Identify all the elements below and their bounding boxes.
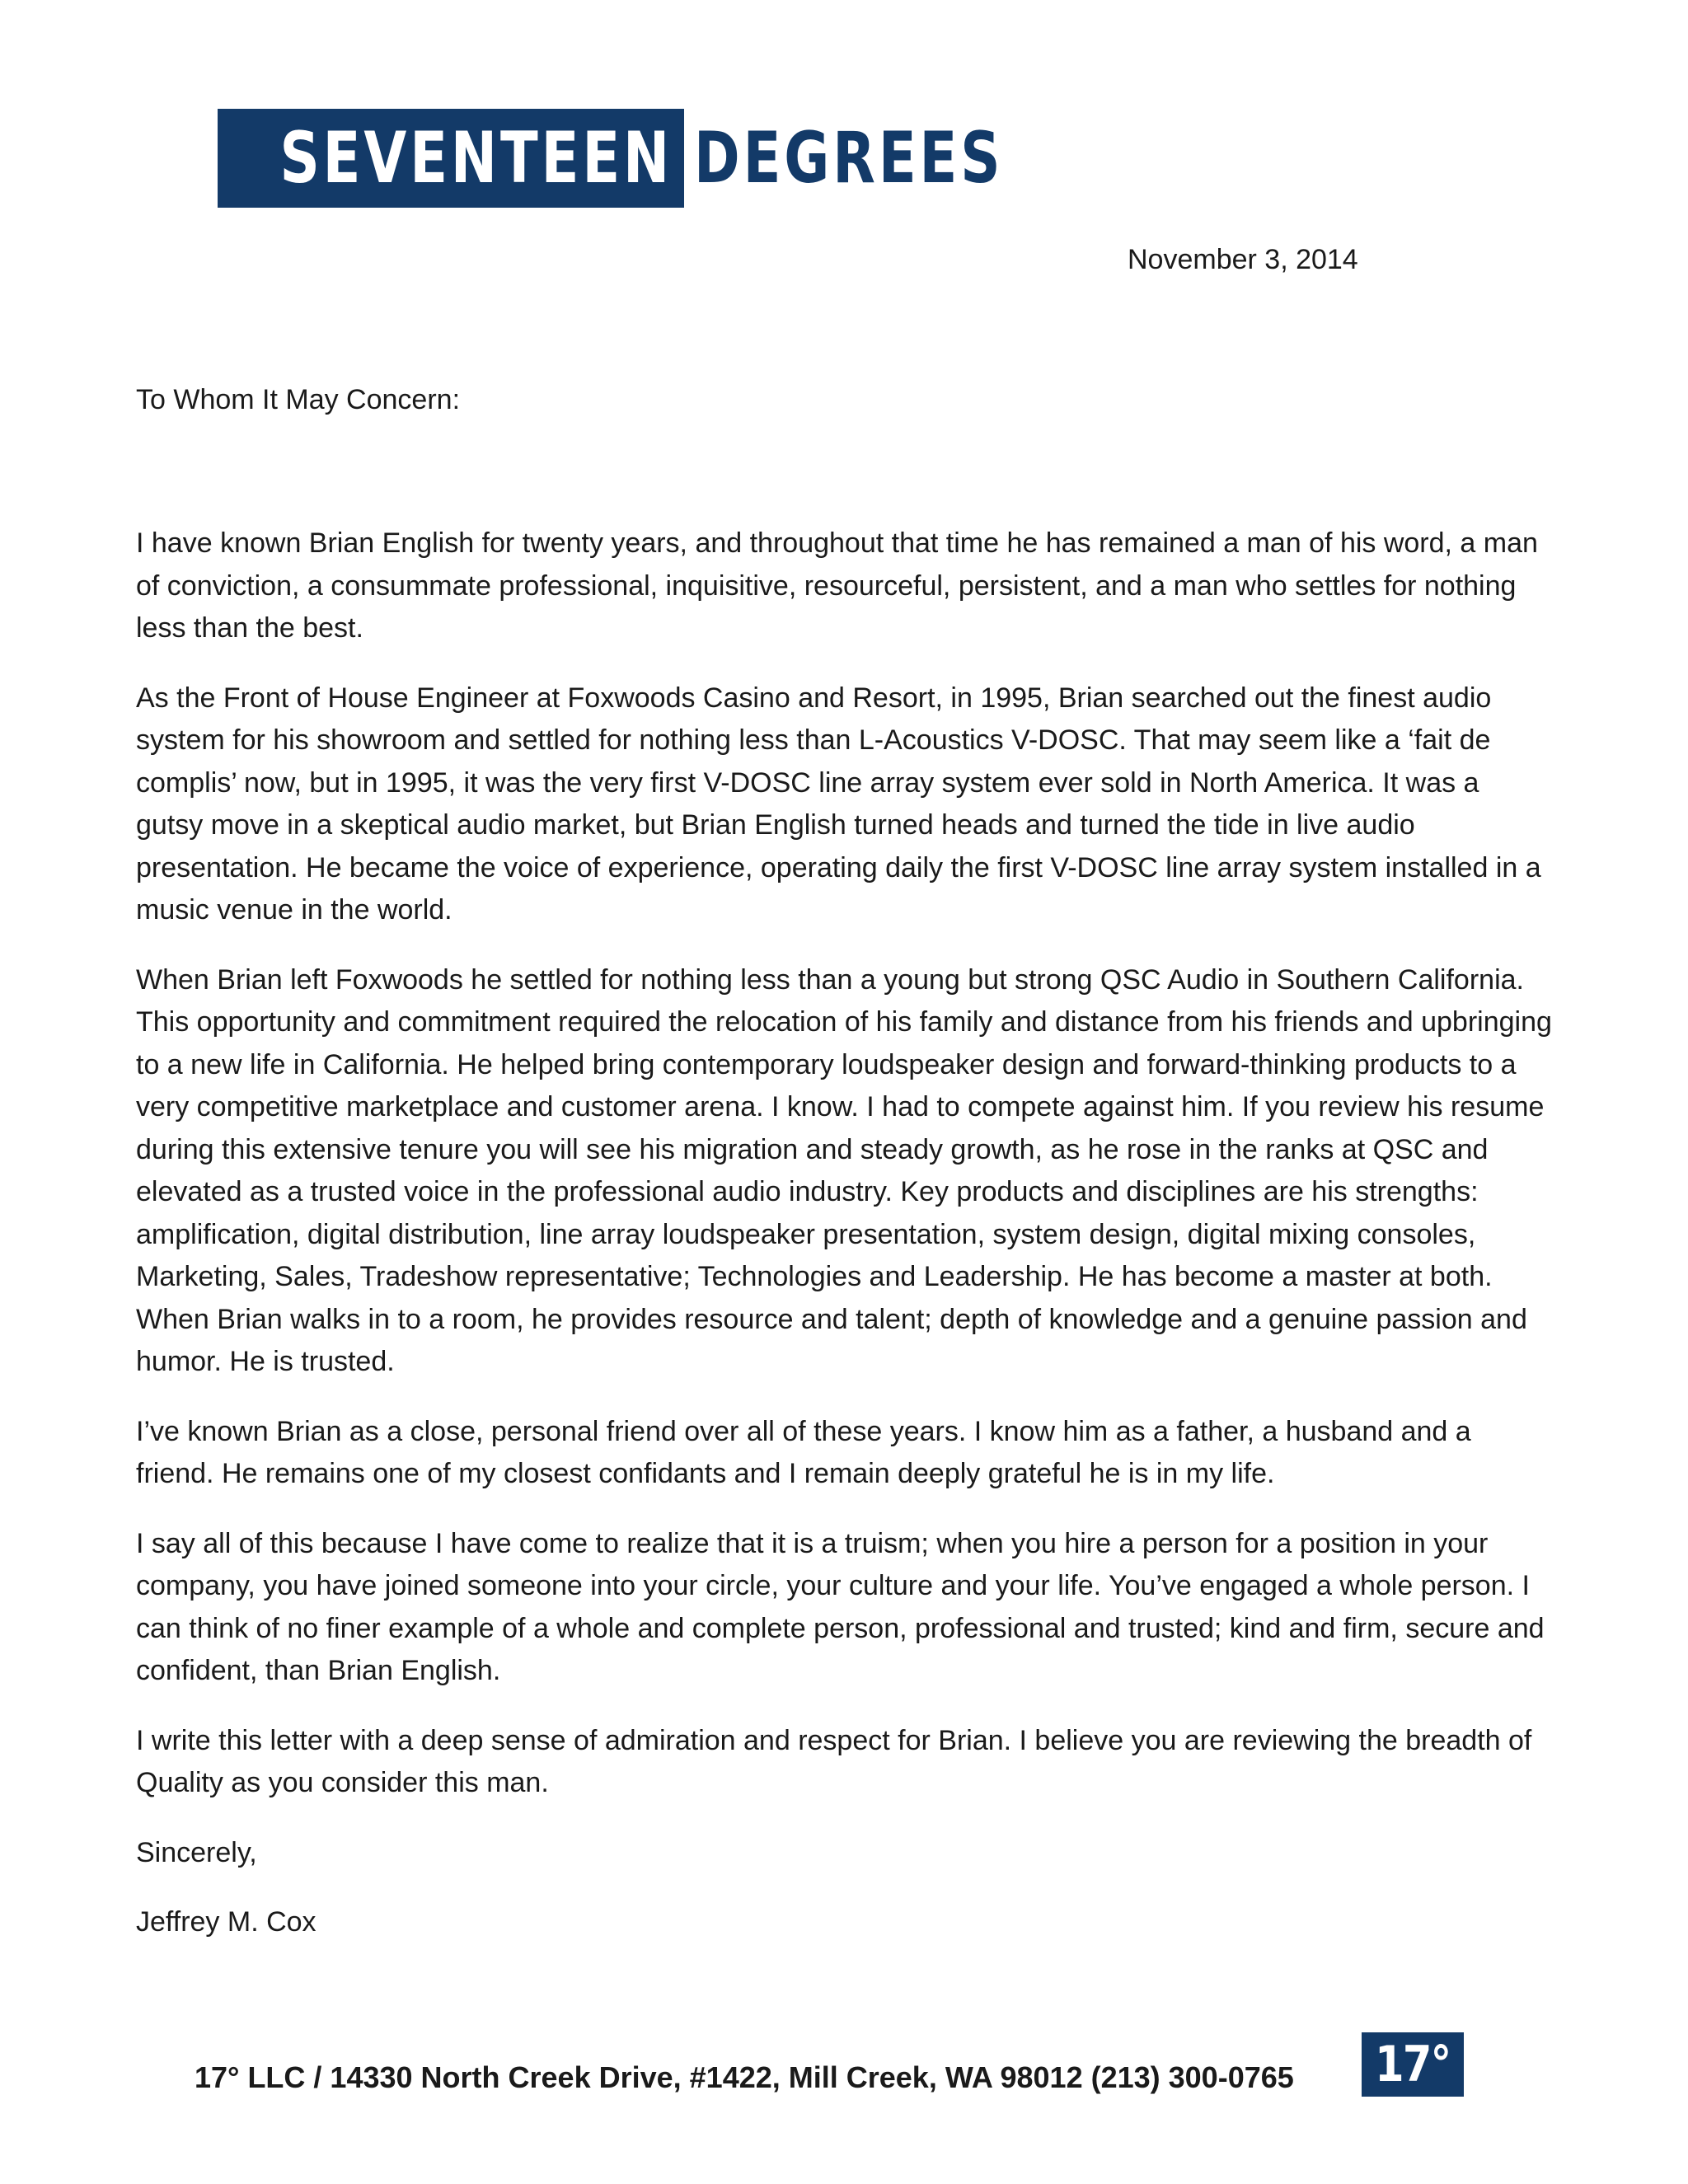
paragraph-4: I’ve known Brian as a close, personal friend over all of these years. I know him as a father, a husband and a friend. He remains one of my closest confidants and I remain deeply grateful he is in my life. (136, 1415, 1471, 1489)
logo-seventeen-text: SEVENTEEN (279, 117, 673, 199)
salutation: To Whom It May Concern: (136, 384, 461, 415)
signature: Jeffrey M. Cox (136, 1906, 316, 1938)
paragraph-1: I have known Brian English for twenty years, and throughout that time he has remained a man of his word, a man of conviction, a consummate professional, inquisitive, resourceful, persistent, and a man who settles for nothing less than the best. (136, 527, 1538, 644)
closing: Sincerely, (136, 1836, 257, 1868)
letter-date: November 3, 2014 (1128, 244, 1358, 275)
letterhead-logo (218, 109, 1090, 208)
paragraph-3: When Brian left Foxwoods he settled for nothing less than a young but strong QSC Audio in Southern California. This opportunity and commitment required the relocation of his family and distance from his friends and upbringing to a new life in California. He helped bring contemporary loudspeaker design and forward-thinking products to a very competitive marketplace and customer arena. I know. I had to compete against him. If you review his resume during this extensive tenure you will see his migration and steady growth, as he rose in the ranks at QSC and elevated as a trusted voice in the professional audio industry. Key products and disciplines are his strengths: amplification, digital distribution, line array loudspeaker presentation, system design, digital mixing consoles, Marketing, Sales, Tradeshow representative; Technologies and Leadership. He has become a master at both. When Brian walks in to a room, he provides resource and talent; depth of knowledge and a genuine passion and humor. He is trusted. (136, 963, 1552, 1377)
footer-badge-text: 17° (1375, 2036, 1451, 2093)
paragraph-6: I write this letter with a deep sense of admiration and respect for Brian. I believe you are reviewing the breadth of Quality as you consider this man. (136, 1724, 1532, 1798)
logo-degrees-text: DEGREES (694, 117, 1004, 199)
footer-address: 17° LLC / 14330 North Creek Drive, #1422, Mill Creek, WA 98012 (213) 300-0765 (195, 2060, 1294, 2094)
logo-degrees-block (684, 109, 1090, 208)
footer-17-degrees-logo (1362, 2032, 1464, 2097)
paragraph-2: As the Front of House Engineer at Foxwoods Casino and Resort, in 1995, Brian searched out the finest audio system for his showroom and settled for nothing less than L-Acoustics V-DOSC. That may seem like a ‘fait de complis’ now, but in 1995, it was the very first V-DOSC line array system ever sold in North America. It was a gutsy move in a skeptical audio market, but Brian English turned heads and turned the tide in live audio presentation. He became the voice of experience, operating daily the first V-DOSC line array system installed in a music venue in the world. (136, 682, 1541, 926)
logo-seventeen-block (218, 109, 684, 208)
letter-body (136, 523, 1554, 1971)
paragraph-5: I say all of this because I have come to realize that it is a truism; when you hire a person for a position in your company, you have joined someone into your circle, your culture and your life. You’ve engaged a whole person. I can think of no finer example of a whole and complete person, professional and trusted; kind and firm, secure and confident, than Brian English. (136, 1527, 1545, 1686)
